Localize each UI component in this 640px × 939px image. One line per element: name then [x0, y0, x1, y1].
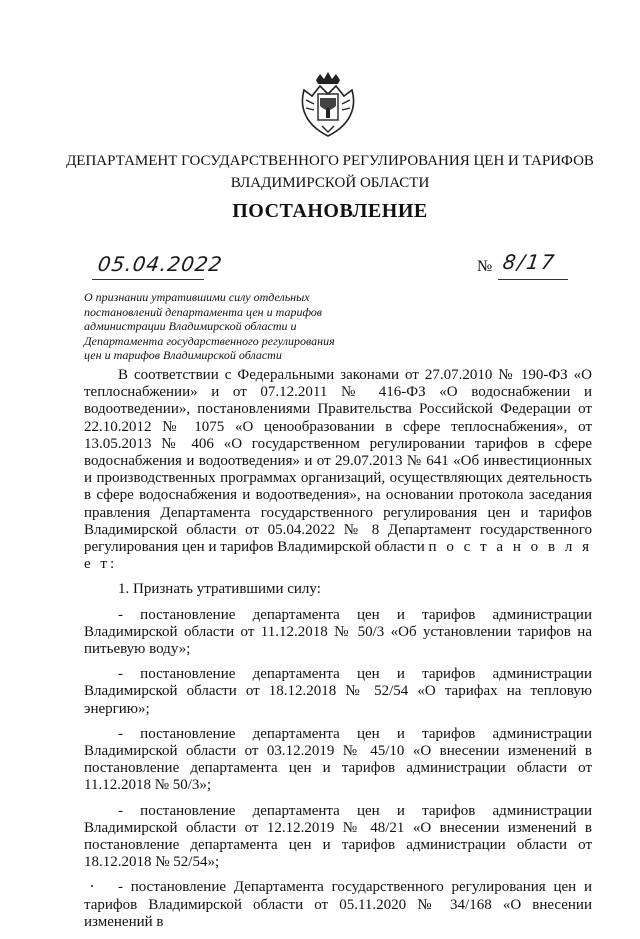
- preamble-paragraph: [84, 367, 592, 573]
- scan-dot: [91, 885, 93, 887]
- resolves-word: п о с т а н о в л я е т:: [84, 539, 592, 573]
- sub-item-1: - постановление департамента цен и тарифов администрации Владимирской области от 11.12.2018 № 50/3 «Об установлении тарифов на питьевую воду»;: [84, 606, 592, 658]
- document-subject: [84, 290, 374, 363]
- date-underline: [92, 279, 204, 280]
- subject-line: О признании утратившими силу отдельных: [84, 290, 310, 304]
- preamble-text: В соответствии с Федеральными законами от 27.07.2010 № 190-ФЗ «О теплоснабжении» и от 07.12.2011 № 416-ФЗ «О водоснабжении и водоотведении», постановлениями Правительства Российской Федерации от 22.10.2012 № 1075 «О ценообразовании в сфере теплоснабжения», от 13.05.2013 № 406 «О государственном регулировании тарифов в сфере водоснабжения и водоотведения» и от 29.07.2013 № 641 «Об инвестиционных и производственных программах организаций, осуществляющих деятельность в сфере водоснабжения и водоотведения», на основании протокола заседания правления Департамента государственного регулирования цен и тарифов Владимирской области от 05.04.2022 № 8 Департамент государственного регулирования цен и тарифов Владимирской области: [84, 367, 592, 556]
- number-label: №: [477, 258, 493, 275]
- coat-of-arms-icon: [296, 70, 360, 142]
- subject-line: Департамента государственного регулирования: [84, 333, 335, 348]
- item-1: 1. Признать утратившими силу:: [118, 581, 321, 598]
- subject-line: администрации Владимирской области и: [84, 319, 297, 333]
- number-underline: [498, 279, 568, 280]
- sub-item-5: - постановление Департамента государственного регулирования цен и тарифов Владимирской области от 05.11.2020 № 34/168 «О внесении изменений в: [84, 879, 592, 930]
- sub-item-4: - постановление департамента цен и тарифов администрации Владимирской области от 12.12.2019 № 48/21 «О внесении изменений в постановление департамента цен и тарифов администрации области от 18.12.2018 № 52/54»;: [84, 802, 592, 871]
- sub-item-2: - постановление департамента цен и тарифов администрации Владимирской области от 18.12.2018 № 52/54 «О тарифах на тепловую энергию»;: [84, 666, 592, 717]
- document-body: [84, 367, 592, 939]
- subject-line: цен и тарифов Владимирской области: [84, 348, 282, 362]
- document-title: ПОСТАНОВЛЕНИЕ: [232, 200, 428, 222]
- department-line-2: ВЛАДИМИРСКОЙ ОБЛАСТИ: [230, 175, 430, 191]
- document-date: 05.04.2022: [96, 252, 225, 276]
- department-line-1: ДЕПАРТАМЕНТ ГОСУДАРСТВЕННОГО РЕГУЛИРОВАНИЯ ЦЕН И ТАРИФОВ: [66, 153, 594, 169]
- department-name: [60, 150, 600, 194]
- subject-line: постановлений департамента цен и тарифов: [84, 304, 323, 319]
- sub-item-3: - постановление департамента цен и тарифов администрации Владимирской области от 03.12.2019 № 45/10 «О внесении изменений в постановление департамента цен и тарифов администрации области от 11.12.2018 № 50/3»;: [84, 725, 592, 794]
- document-number: 8/17: [501, 250, 558, 274]
